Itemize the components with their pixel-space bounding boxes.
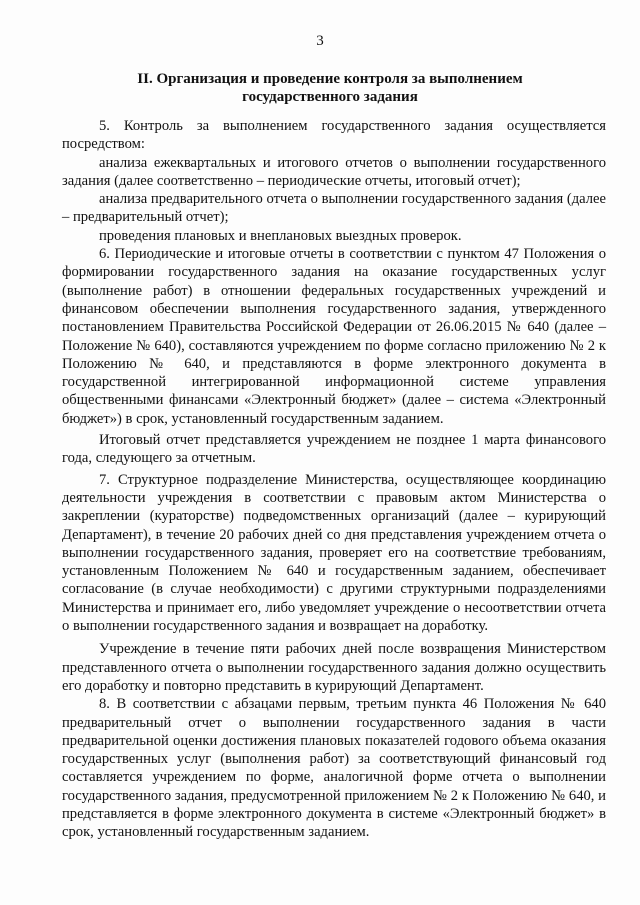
section-heading xyxy=(60,70,600,106)
paragraph-5: 5. Контроль за выполнением государственного задания осуществляется посредством: xyxy=(62,118,606,153)
paragraph-6: 6. Периодические и итоговые отчеты в соответствии с пунктом 47 Положения о формировании государственного задания на оказание государственных услуг (выполнение работ) в отношении федеральных государственных учреждений и финансовом обеспечении выполнения государственного задания, утвержденного постановлением Правительства Российской Федерации от 26.06.2015 № 640 (далее – Положение № 640), составляются учреждением по форме согласно приложению № 2 к Положению № 640, и представляются в форме электронного документа в государственной интегрированной информационной системе управления общественными финансами «Электронный бюджет» (далее – система «Электронный бюджет») в срок, установленный государственным заданием. xyxy=(62,246,606,427)
paragraph-8: 8. В соответствии с абзацами первым, третьим пункта 46 Положения № 640 предварительный отчет о выполнении государственного задания в части предварительной оценки достижения плановых показателей годового объема оказания государственных услуг (выполнения работ) за соответствующий финансовый год составляется учреждением по форме, аналогичной форме отчета о выполнении государственного задания, предусмотренной приложением № 2 к Положению № 640, и представляется в форме электронного документа в системе «Электронный бюджет» в срок, установленный государственным заданием. xyxy=(62,696,606,841)
document-body xyxy=(62,117,606,842)
paragraph-5-item-3: проведения плановых и внеплановых выездных проверок. xyxy=(99,227,462,244)
paragraph-5-item-1: анализа ежеквартальных и итогового отчетов о выполнении государственного задания (далее соответственно – периодические отчеты, итоговый отчет); xyxy=(62,154,606,189)
page-number: 3 xyxy=(316,33,324,49)
paragraph-7: 7. Структурное подразделение Министерства, осуществляющее координацию деятельности учреждения в соответствии с правовым актом Министерства о закреплении (кураторстве) подведомственных организаций (далее – курирующий Департамент), в течение 20 рабочих дней со дня представления учреждением отчета о выполнении государственного задания, проверяет его на соответствие требованиям, установленным Положением № 640 и государственным заданием, обеспечивает согласование (в случае необходимости) с другими структурными подразделениями Министерства и принимает его, либо уведомляет учреждение о несоответствии отчета о выполнении государственного задания и возвращает на доработку. xyxy=(62,471,606,635)
paragraph-7-revision: Учреждение в течение пяти рабочих дней после возвращения Министерством представленного отчета о выполнении государственного задания должно осуществить его доработку и повторно представить в курирующий Департамент. xyxy=(62,641,606,694)
section-heading-line-1: II. Организация и проведение контроля за выполнением xyxy=(137,71,523,87)
paragraph-6-final-report: Итоговый отчет представляется учреждением не позднее 1 марта финансового года, следующего за отчетным. xyxy=(62,432,606,467)
section-heading-line-2: государственного задания xyxy=(242,89,418,105)
paragraph-5-item-2: анализа предварительного отчета о выполнении государственного задания (далее – предварительный отчет); xyxy=(62,191,606,226)
